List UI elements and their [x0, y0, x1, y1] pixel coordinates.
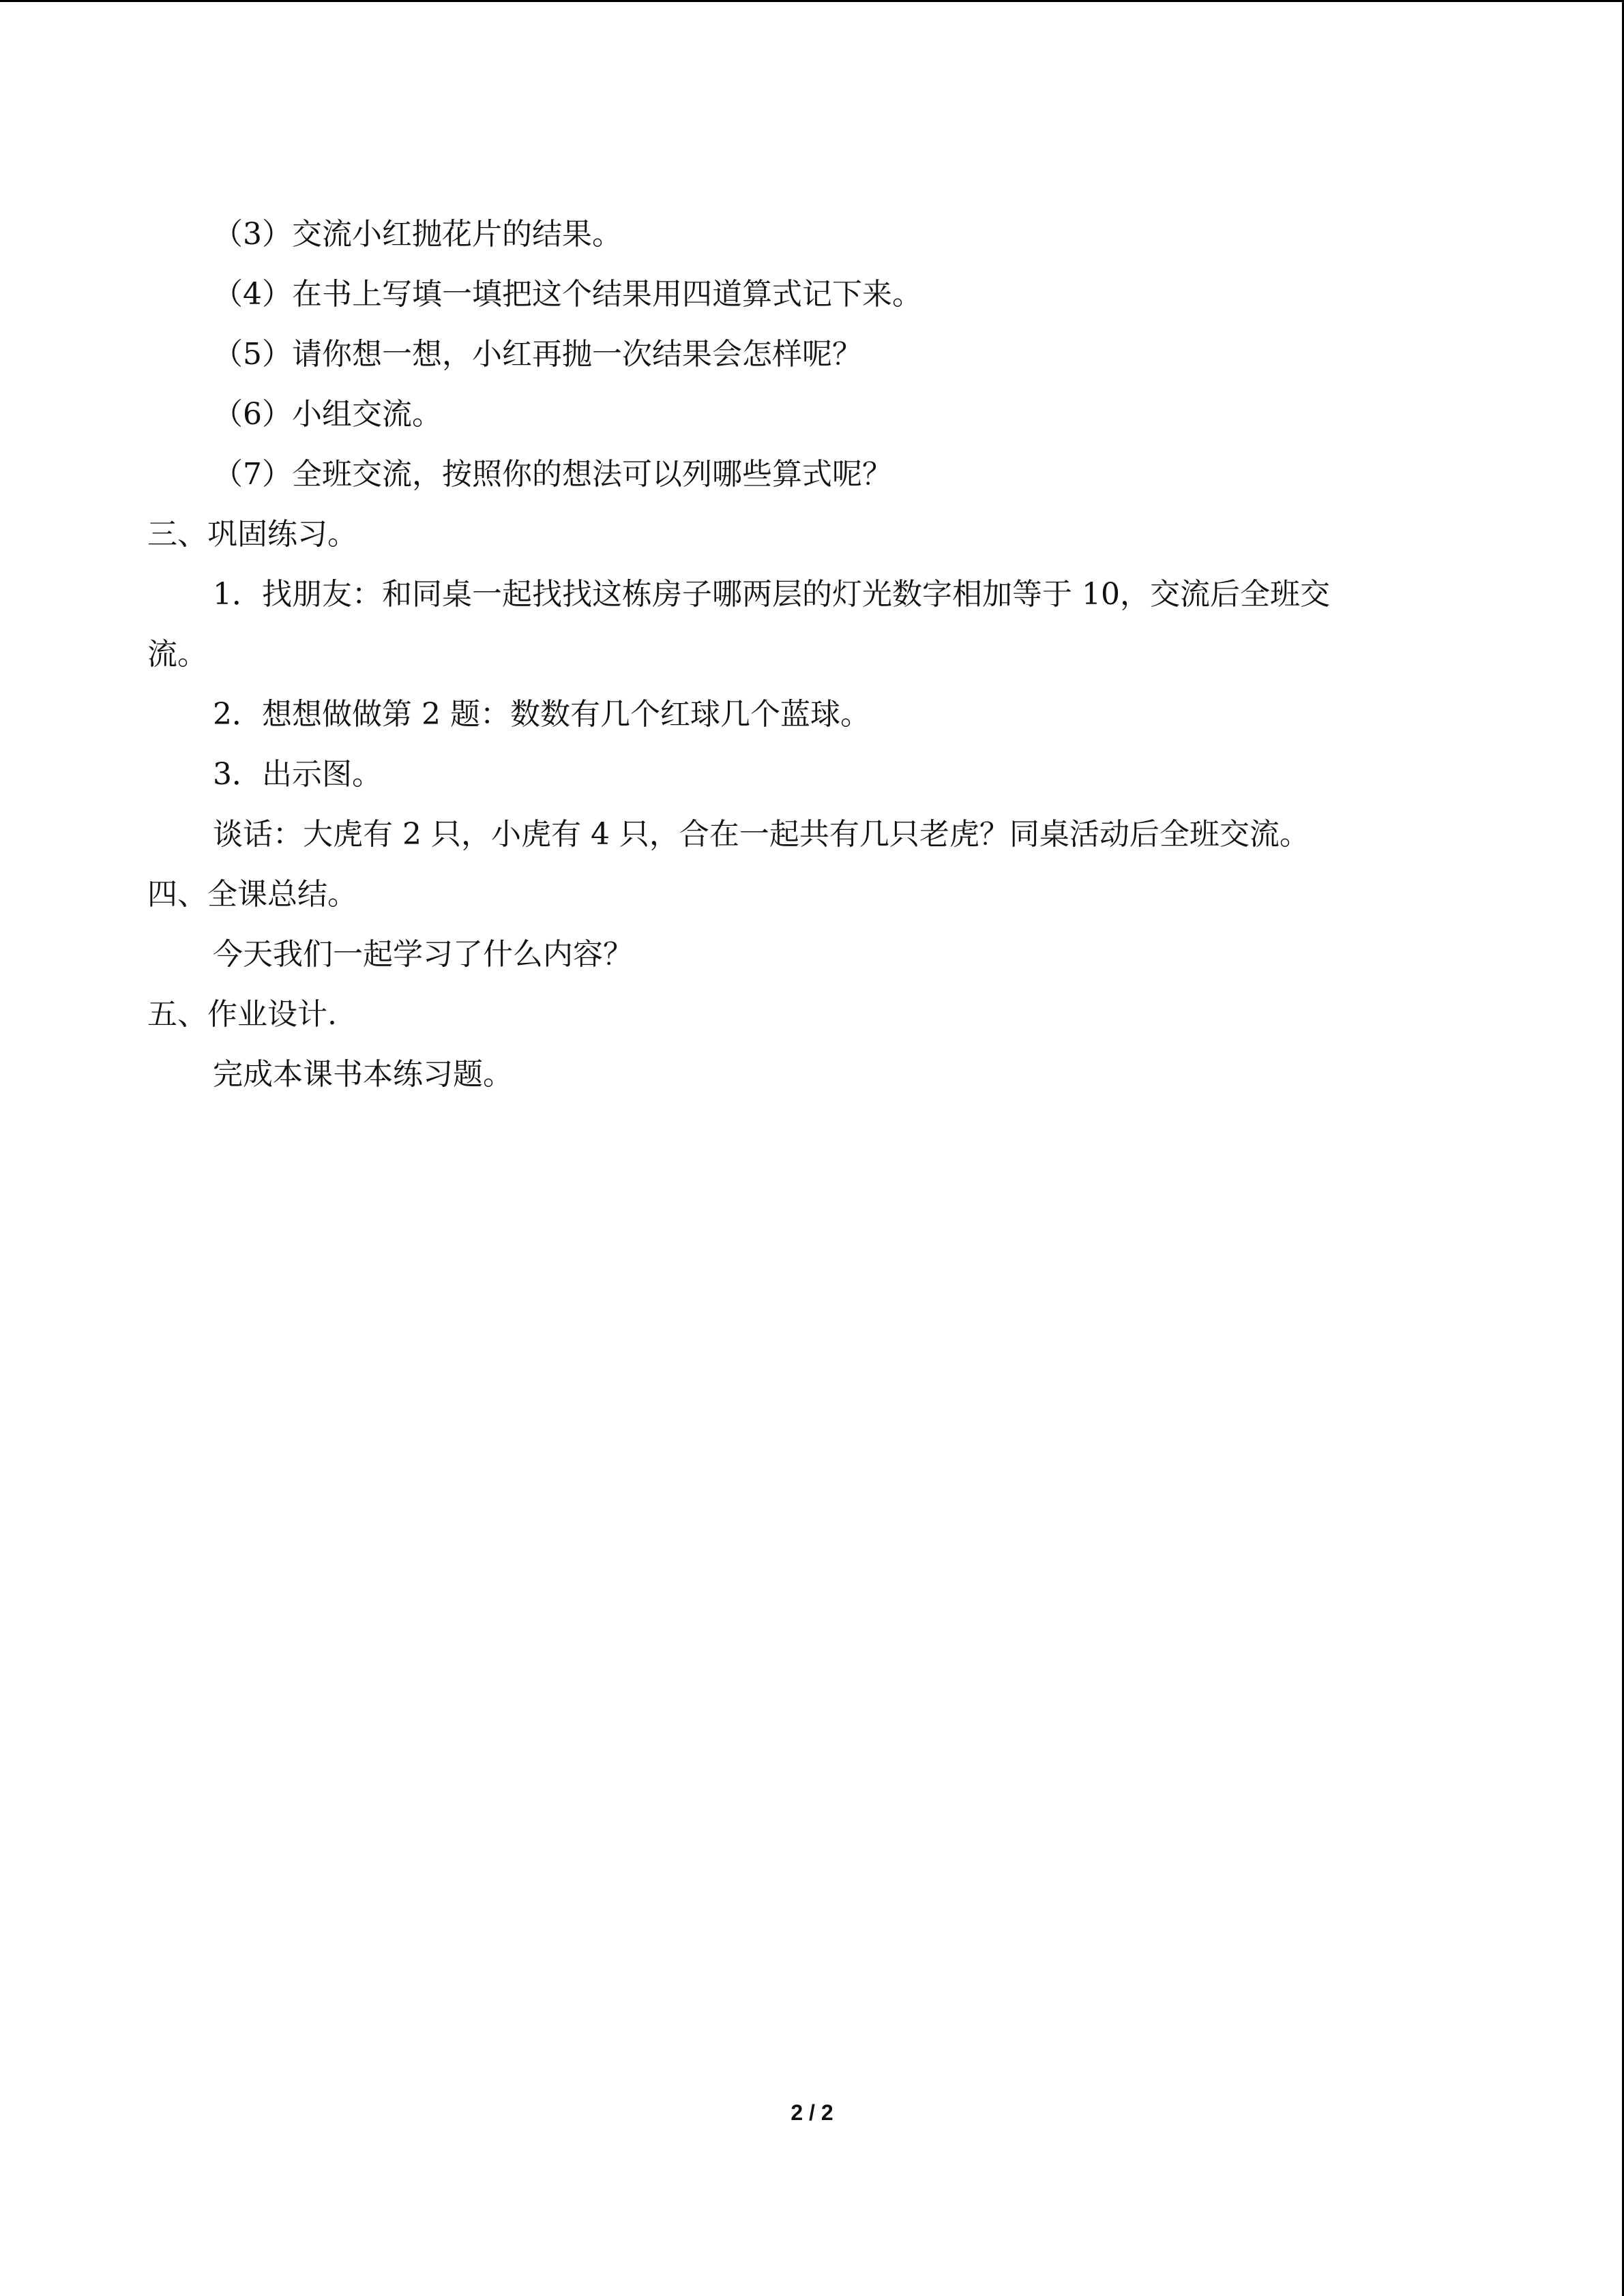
exercise-1-line: 1．找朋友：和同桌一起找找这栋房子哪两层的灯光数字相加等于 10，交流后全班交	[213, 577, 1330, 612]
step-5-line: （5）请你想一想，小红再抛一次结果会怎样呢？	[213, 337, 862, 372]
step-3-line: （3）交流小红抛花片的结果。	[213, 217, 622, 252]
section-heading-3: 三、巩固练习。	[147, 517, 357, 552]
document-body	[147, 205, 1430, 1105]
homework-line: 完成本课书本练习题。	[213, 1057, 513, 1092]
dialogue-line: 谈话：大虎有 2 只，小虎有 4 只，合在一起共有几只老虎？同桌活动后全班交流。	[213, 817, 1310, 852]
top-border	[0, 0, 1624, 2]
section-heading-4: 四、全课总结。	[147, 877, 357, 912]
exercise-2-line: 2．想想做做第 2 题：数数有几个红球几个蓝球。	[213, 697, 870, 732]
page-number: 2 / 2	[791, 2100, 833, 2125]
step-6-line: （6）小组交流。	[213, 397, 442, 432]
step-7-line: （7）全班交流，按照你的想法可以列哪些算式呢？	[213, 457, 892, 492]
exercise-1-continuation: 流。	[147, 637, 207, 672]
exercise-3-line: 3．出示图。	[213, 757, 382, 792]
section-heading-5: 五、作业设计.	[147, 997, 337, 1032]
step-4-line: （4）在书上写填一填把这个结果用四道算式记下来。	[213, 277, 922, 312]
summary-line: 今天我们一起学习了什么内容？	[213, 937, 633, 972]
